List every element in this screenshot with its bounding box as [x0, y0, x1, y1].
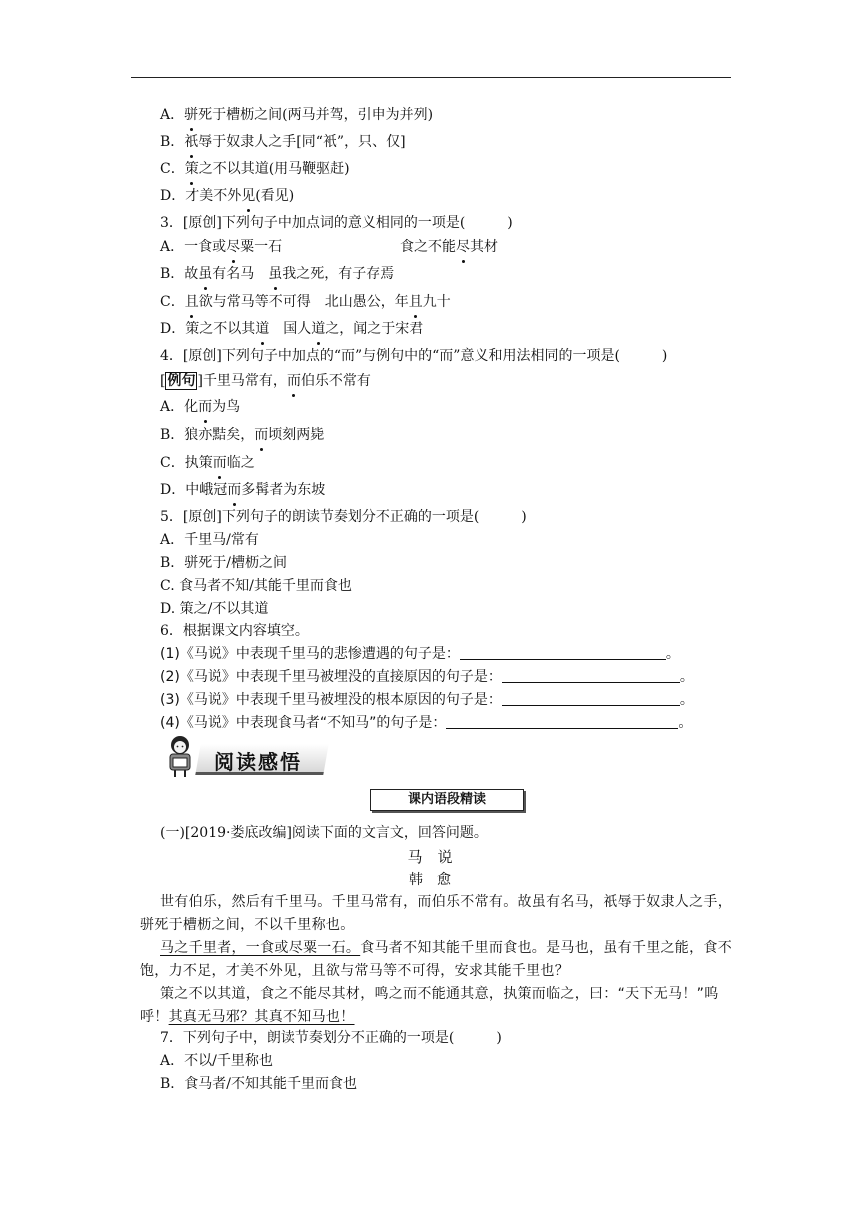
answer-blank[interactable] [502, 691, 680, 706]
q2-option-c: C．策之不以其道(用马鞭驱赶) [160, 158, 350, 180]
q4-option-d: D．中峨冠而多髯者为东坡 [160, 479, 325, 501]
q5-option-a: A．千里马/常有 [160, 532, 259, 548]
q5-option-c: C. 食马者不知/其能千里而食也 [160, 578, 352, 594]
passage-paragraph-1: 世有伯乐，然后有千里马。千里马常有，而伯乐不常有。故虽有名马，祇辱于奴隶人之手，骈死于槽枥之间，不以千里称也。 [140, 894, 732, 933]
q7-option-a: A．不以/千里称也 [160, 1053, 273, 1069]
q3-option-a-right: 食之不能尽其材 [400, 236, 498, 258]
reader-girl-icon [162, 734, 198, 782]
answer-blank[interactable] [460, 645, 666, 660]
q6-item-2: (2)《马说》中表现千里马被埋没的直接原因的句子是： 。 [160, 669, 694, 685]
q3-option-b: B．故虽有名马 虽我之死，有子存焉 [160, 263, 394, 285]
q5-stem: 5．[原创]下列句子的朗读节奏划分不正确的一项是( ) [160, 509, 527, 525]
header-rule [131, 77, 731, 78]
q2-option-a: A．骈死于槽枥之间(两马并驾，引申为并列) [160, 104, 433, 126]
example-tag: 例句 [167, 373, 196, 389]
q6-stem: 6．根据课文内容填空。 [160, 623, 309, 639]
passage-author: 韩 愈 [409, 872, 451, 888]
passage-intro: (一)[2019·娄底改编]阅读下面的文言文，回答问题。 [160, 825, 488, 841]
q6-item-4: (4)《马说》中表现食马者“不知马”的句子是： 。 [160, 715, 693, 731]
section-label: 课内语段精读 [370, 789, 524, 811]
q3-stem: 3．[原创]下列句子中加点词的意义相同的一项是( ) [160, 215, 513, 231]
q4-option-c: C．执策而临之 [160, 452, 255, 474]
q4-option-a: A．化而为鸟 [160, 396, 240, 418]
q6-item-3: (3)《马说》中表现千里马被埋没的根本原因的句子是： 。 [160, 692, 694, 708]
q3-option-a: A．一食或尽粟一石 [160, 236, 282, 258]
q2-option-b: B．祇辱于奴隶人之手[同“衹”，只、仅] [160, 131, 406, 153]
passage-paragraph-2: 马之千里者，一食或尽粟一石。食马者不知其能千里而食也。是马也，虽有千里之能，食不饱，力不足，才美不外见，且欲与常马等不可得，安求其能千里也？ [140, 940, 733, 979]
reading-banner [160, 734, 330, 778]
passage-title: 马 说 [407, 848, 453, 866]
q5-option-b: B．骈死于/槽枥之间 [160, 555, 288, 571]
q3-option-c: C．且欲与常马等不可得 北山愚公，年且九十 [160, 291, 451, 313]
q6-item-1: (1)《马说》中表现千里马的悲惨遭遇的句子是： 。 [160, 646, 680, 662]
answer-blank[interactable] [502, 668, 680, 683]
q4-option-b: B．狼亦黠矣，而顷刻两毙 [160, 424, 324, 446]
answer-blank[interactable] [446, 714, 678, 729]
q4-stem: 4．[原创]下列句子中加点的“而”与例句中的“而”意义和用法相同的一项是( ) [160, 348, 668, 364]
q2-option-d: D．才美不外见(看见) [160, 185, 294, 207]
q7-stem: 7．下列句子中，朗读节奏划分不正确的一项是( ) [160, 1030, 502, 1046]
banner-title: 阅读感悟 [214, 750, 302, 774]
q4-example: [ 例句 ]千里马常有，而伯乐不常有 [160, 370, 371, 392]
q5-option-d: D. 策之/不以其道 [160, 601, 269, 617]
q7-option-b: B．食马者/不知其能千里而食也 [160, 1076, 358, 1092]
q3-option-d: D．策之不以其道 国人道之，闻之于宋君 [160, 318, 423, 340]
passage-paragraph-3: 策之不以其道，食之不能尽其材，鸣之而不能通其意，执策而临之，曰：“天下无马！”呜呼！其真无马邪？其真不知马也！ [140, 986, 719, 1025]
